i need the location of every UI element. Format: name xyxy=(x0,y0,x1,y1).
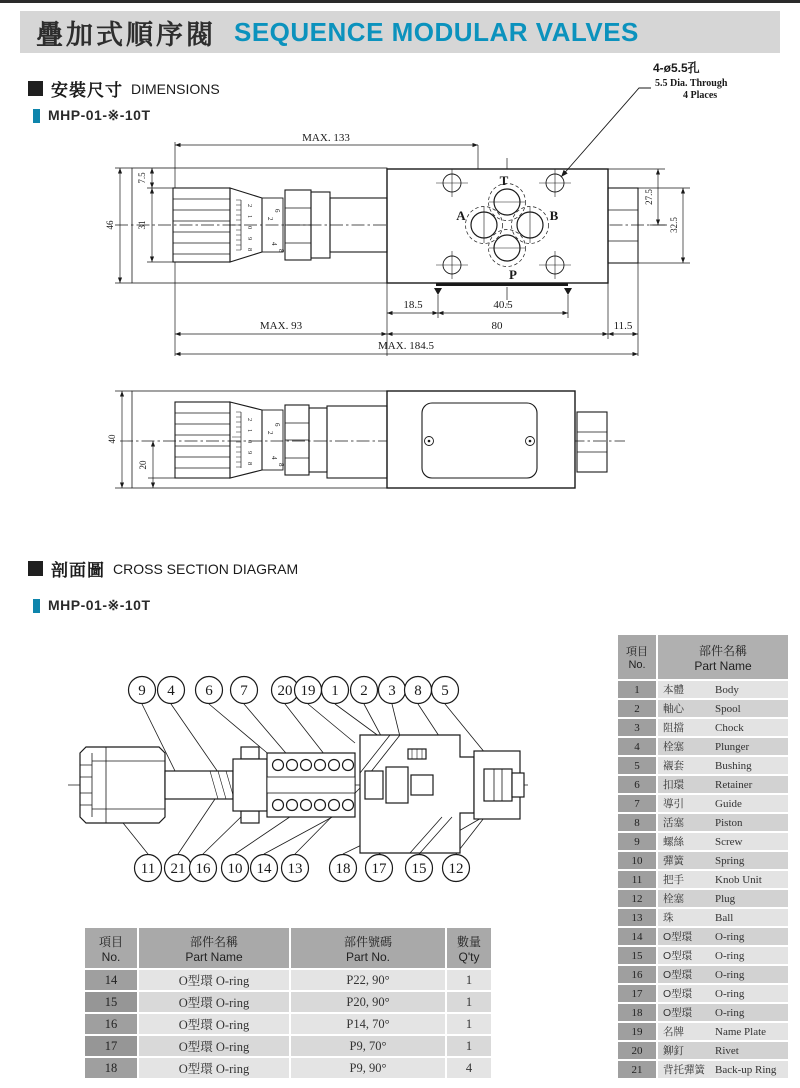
model-code: MHP-01-※-10T xyxy=(48,107,151,123)
table-row: 21 背托彈簧 Back-up Ring xyxy=(618,1061,788,1078)
oring-spec-table xyxy=(85,928,495,1080)
svg-text:8: 8 xyxy=(246,462,253,466)
dim-7-5: 7.5 xyxy=(137,172,147,184)
balloon-label: 2 xyxy=(360,683,368,699)
port-b-label: B xyxy=(549,208,559,223)
table-row: 13 珠 Ball xyxy=(618,909,788,926)
table-row: 15 O型環 O-ring P20, 90° 1 xyxy=(85,992,495,1012)
balloon-label: 4 xyxy=(167,683,175,699)
page-title-en: SEQUENCE MODULAR VALVES xyxy=(234,16,639,47)
table-row: 20 鉚釘 Rivet xyxy=(618,1042,788,1059)
header-no: 項目 No. xyxy=(618,635,656,679)
table-row: 17 O型環 O-ring xyxy=(618,985,788,1002)
oring-table-rows xyxy=(85,970,495,1078)
page-title-banner xyxy=(20,11,780,53)
header-no: 項目 No. xyxy=(85,928,137,968)
balloon-label: 9 xyxy=(138,683,146,699)
table-row: 2 軸心 Spool xyxy=(618,700,788,717)
svg-text:2: 2 xyxy=(246,204,253,208)
svg-text:2: 2 xyxy=(266,431,274,435)
balloon-label: 19 xyxy=(300,683,316,699)
dim-20: 20 xyxy=(138,460,148,470)
balloon-label: 10 xyxy=(227,861,243,877)
table-row: 6 扣環 Retainer xyxy=(618,776,788,793)
oring-table-header xyxy=(85,928,495,968)
table-row: 16 O型環 O-ring P14, 70° 1 xyxy=(85,1014,495,1034)
balloon-label: 21 xyxy=(170,861,186,877)
knob-unit-section xyxy=(80,747,165,823)
balloon-label: 12 xyxy=(448,861,464,877)
balloon-label: 1 xyxy=(331,683,339,699)
dim-27-5: 27.5 xyxy=(644,189,654,205)
teal-bullet-icon xyxy=(33,109,40,123)
top-view xyxy=(115,142,690,356)
header-part-name: 部件名稱 Part Name xyxy=(139,928,289,968)
section-dimensions-zh: 安裝尺寸 xyxy=(51,81,123,100)
port-a-label: A xyxy=(456,208,466,223)
section-cross-en: CROSS SECTION DIAGRAM xyxy=(113,560,299,577)
svg-text:4: 4 xyxy=(270,242,278,246)
balloon-label: 17 xyxy=(371,861,387,877)
hole-annotation xyxy=(561,60,728,177)
dim-46: 46 xyxy=(105,220,115,230)
balloon-label: 15 xyxy=(411,861,427,877)
svg-text:6: 6 xyxy=(273,209,281,213)
dim-11-5: 11.5 xyxy=(613,320,633,332)
dim-18-5: 18.5 xyxy=(403,299,423,311)
cross-section-figure xyxy=(60,665,545,900)
hole-note-line2: 5.5 Dia. Through xyxy=(655,78,728,89)
hole-note-line3: 4 Places xyxy=(683,90,718,101)
svg-text:1: 1 xyxy=(246,215,253,219)
balloon-label: 11 xyxy=(140,861,156,877)
black-square-icon xyxy=(28,561,43,576)
port-t-label: T xyxy=(499,173,509,188)
model-code: MHP-01-※-10T xyxy=(48,597,151,613)
header-part-name: 部件名稱 Part Name xyxy=(658,635,788,679)
dim-31: 31 xyxy=(137,220,147,230)
black-square-icon xyxy=(28,81,43,96)
dim-max184-5: MAX. 184.5 xyxy=(378,340,434,352)
parts-name-table xyxy=(618,635,788,1080)
svg-text:4: 4 xyxy=(270,456,278,460)
dimensions-figure xyxy=(95,58,800,535)
svg-text:9: 9 xyxy=(246,237,253,241)
dim-40: 40 xyxy=(107,434,117,444)
balloon-label: 13 xyxy=(287,861,303,877)
svg-text:9: 9 xyxy=(246,451,253,455)
balloon-label: 7 xyxy=(240,683,248,699)
model-line-cross-section xyxy=(33,597,151,614)
balloon-label: 8 xyxy=(414,683,422,699)
balloon-label: 3 xyxy=(388,683,396,699)
section-cross-zh: 剖面圖 xyxy=(51,561,105,580)
balloon-label: 18 xyxy=(335,861,351,877)
table-row: 12 栓塞 Plug xyxy=(618,890,788,907)
dim-80: 80 xyxy=(491,320,503,332)
dial-digits-top-view xyxy=(246,204,285,253)
balloon-label: 20 xyxy=(277,683,293,699)
svg-text:0: 0 xyxy=(246,440,253,444)
table-row: 14 O型環 O-ring xyxy=(618,928,788,945)
table-row: 18 O型環 O-ring P9, 90° 4 xyxy=(85,1058,495,1078)
balloon-label: 16 xyxy=(195,861,211,877)
svg-text:0: 0 xyxy=(246,226,253,230)
svg-text:1: 1 xyxy=(246,429,253,433)
table-row: 10 彈簧 Spring xyxy=(618,852,788,869)
table-row: 11 把手 Knob Unit xyxy=(618,871,788,888)
valve-body-section xyxy=(360,735,474,853)
table-row: 4 栓塞 Plunger xyxy=(618,738,788,755)
table-row: 8 活塞 Piston xyxy=(618,814,788,831)
svg-text:8: 8 xyxy=(246,248,253,252)
spring-chamber-section xyxy=(267,753,355,817)
teal-bullet-icon xyxy=(33,599,40,613)
header-part-no: 部件號碼 Part No. xyxy=(291,928,445,968)
table-row: 5 襯套 Bushing xyxy=(618,757,788,774)
balloon-label: 14 xyxy=(256,861,272,877)
dimension-lines-side xyxy=(115,391,175,488)
svg-text:6: 6 xyxy=(273,423,281,427)
header-qty: 數量 Q'ty xyxy=(447,928,491,968)
end-hex-nut-side xyxy=(577,412,607,472)
table-row: 16 O型環 O-ring xyxy=(618,966,788,983)
parts-table-header xyxy=(618,635,788,679)
table-row: 7 導引 Guide xyxy=(618,795,788,812)
table-row: 9 螺絲 Screw xyxy=(618,833,788,850)
side-view xyxy=(115,391,625,488)
page-title-zh: 疊加式順序閥 xyxy=(36,19,216,50)
table-row: 14 O型環 O-ring P22, 90° 1 xyxy=(85,970,495,990)
svg-text:2: 2 xyxy=(266,217,274,221)
table-row: 15 O型環 O-ring xyxy=(618,947,788,964)
plunger-flange-section xyxy=(233,747,267,823)
dim-40-5: 40.5 xyxy=(493,299,513,311)
top-rule xyxy=(0,0,800,3)
balloon-label: 5 xyxy=(441,683,449,699)
dim-max93: MAX. 93 xyxy=(259,320,303,332)
svg-text:8: 8 xyxy=(277,249,285,253)
svg-text:8: 8 xyxy=(277,463,285,467)
balloon-label: 6 xyxy=(205,683,213,699)
table-row: 19 名牌 Name Plate xyxy=(618,1023,788,1040)
table-row: 17 O型環 O-ring P9, 70° 1 xyxy=(85,1036,495,1056)
dim-max133: MAX. 133 xyxy=(302,132,350,144)
adjust-knob-side xyxy=(175,402,283,478)
port-p-label: P xyxy=(509,267,517,282)
parts-table-rows xyxy=(618,681,788,1078)
dial-digits-side-view xyxy=(246,418,285,467)
end-plug-section xyxy=(474,751,524,819)
table-row: 1 本體 Body xyxy=(618,681,788,698)
section-cross-section-header xyxy=(28,556,298,581)
dim-32-5: 32.5 xyxy=(669,217,679,233)
table-row: 18 O型環 O-ring xyxy=(618,1004,788,1021)
table-row: 3 阻擋 Chock xyxy=(618,719,788,736)
svg-text:2: 2 xyxy=(246,418,253,422)
section-dimensions-en: DIMENSIONS xyxy=(131,80,220,97)
hole-note-line1: 4-ø5.5孔 xyxy=(653,61,700,75)
end-hex-nut xyxy=(608,188,638,263)
